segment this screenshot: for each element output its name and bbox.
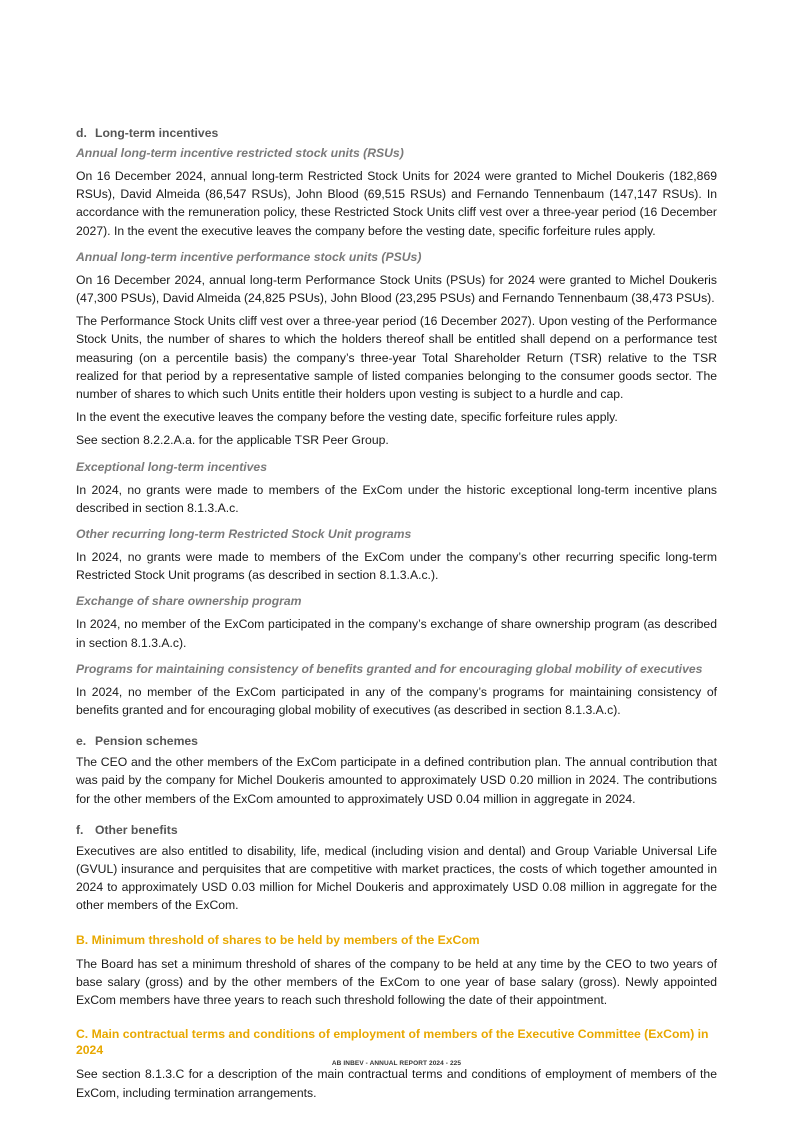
- other-rsu-heading: Other recurring long-term Restricted Stock Unit programs: [76, 527, 412, 542]
- section-f-title: Other benefits: [95, 822, 178, 837]
- programs-paragraph: In 2024, no member of the ExCom participated in any of the company’s programs for maintaining consistency of benefits granted and for encouraging global mobility of executives (as described in section 8.1.3.A.c).: [76, 684, 717, 718]
- psu-paragraph-2: The Performance Stock Units cliff vest over a three-year period (16 December 2027). Upon vesting of the Performance Stock Units, the number of shares to which the holders thereof shall be entitled shall depend on a performance test measuring (on a percentile basis) the company’s three-year Total Shareholder Return (TSR) relative to the TSR realized for that period by a representative sample of listed companies belonging to the consumer goods sector. The number of shares to which such Units entitle their holders upon vesting is subject to a hurdle and cap.: [76, 314, 717, 402]
- section-f-letter: f.: [76, 822, 84, 837]
- psu-paragraph-1: On 16 December 2024, annual long-term Performance Stock Units (PSUs) for 2024 were granted to Michel Doukeris (47,300 PSUs), David Almeida (24,825 PSUs), John Blood (23,295 PSUs) and Fernando Tennenbaum (38,473 PSUs).: [76, 272, 717, 306]
- section-f-heading: [76, 822, 717, 838]
- programs-heading: Programs for maintaining consistency of benefits granted and for encouraging global mobility of executives: [76, 661, 703, 676]
- exchange-heading: Exchange of share ownership program: [76, 594, 302, 609]
- page-footer: AB INBEV - ANNUAL REPORT 2024 - 225: [331, 1060, 462, 1067]
- section-e-heading: [76, 733, 717, 749]
- psu-paragraph-3: In the event the executive leaves the company before the vesting date, specific forfeiture rules apply.: [76, 410, 618, 425]
- exchange-paragraph: In 2024, no member of the ExCom participated in the company’s exchange of share ownership program (as described in section 8.1.3.A.c).: [76, 617, 717, 650]
- exceptional-heading: Exceptional long-term incentives: [76, 459, 267, 474]
- section-b-heading: B. Minimum threshold of shares to be held by members of the ExCom: [76, 932, 480, 947]
- rsu-heading: Annual long-term incentive restricted stock units (RSUs): [76, 146, 404, 160]
- contract-paragraph: See section 8.1.3.C for a description of the main contractual terms and conditions of employment of members of the ExCom, including termination arrangements.: [76, 1067, 717, 1100]
- threshold-paragraph: The Board has set a minimum threshold of shares of the company to be held at any time by the CEO to two years of base salary (gross) and by the other members of the ExCom to one year of base salary (gross). Newly appointed ExCom members have three years to reach such threshold following the date of their appointment.: [76, 956, 717, 1008]
- section-d-letter: d.: [76, 126, 87, 140]
- section-e-title: Pension schemes: [95, 734, 198, 749]
- section-c-heading: C. Main contractual terms and conditions of employment of members of the Executive Committee (ExCom) in 2024: [76, 1027, 709, 1058]
- section-e-letter: e.: [76, 734, 87, 749]
- psu-heading: Annual long-term incentive performance stock units (PSUs): [76, 249, 422, 264]
- benefits-paragraph: Executives are also entitled to disability, life, medical (including vision and dental) and Group Variable Universal Life (GVUL) insurance and perquisites that are competitive with market practices, the costs of which together amounted in 2024 to approximately USD 0.03 million for Michel Doukeris and approximately USD 0.08 million in aggregate for the other members of the ExCom.: [76, 843, 717, 913]
- section-d-title: Long-term incentives: [95, 126, 219, 140]
- pension-paragraph: The CEO and the other members of the ExCom participate in a defined contribution plan. The annual contribution that was paid by the company for Michel Doukeris amounted to approximately USD 0.20 million in 2024. The contributions for the other members of the ExCom amounted to approximately USD 0.04 million in aggregate in 2024.: [76, 755, 717, 806]
- psu-paragraph-4: See section 8.2.2.A.a. for the applicable TSR Peer Group.: [76, 433, 389, 448]
- other-rsu-paragraph: In 2024, no grants were made to members of the ExCom under the company’s other recurring specific long-term Restricted Stock Unit programs (as described in section 8.1.3.A.c.).: [76, 550, 717, 583]
- exceptional-paragraph: In 2024, no grants were made to members of the ExCom under the historic exceptional long-term incentive plans described in section 8.1.3.A.c.: [76, 482, 717, 515]
- report-page: [76, 125, 717, 1107]
- rsu-paragraph: On 16 December 2024, annual long-term Restricted Stock Units for 2024 were granted to Michel Doukeris (182,869 RSUs), David Almeida (86,547 RSUs), John Blood (69,515 RSUs) and Fernando Tennenbaum (147,147 RSUs). In accordance with the remuneration policy, these Restricted Stock Units cliff vest over a three-year period (16 December 2027). In the event the executive leaves the company before the vesting date, specific forfeiture rules apply.: [76, 169, 717, 238]
- section-d-heading: [76, 125, 717, 141]
